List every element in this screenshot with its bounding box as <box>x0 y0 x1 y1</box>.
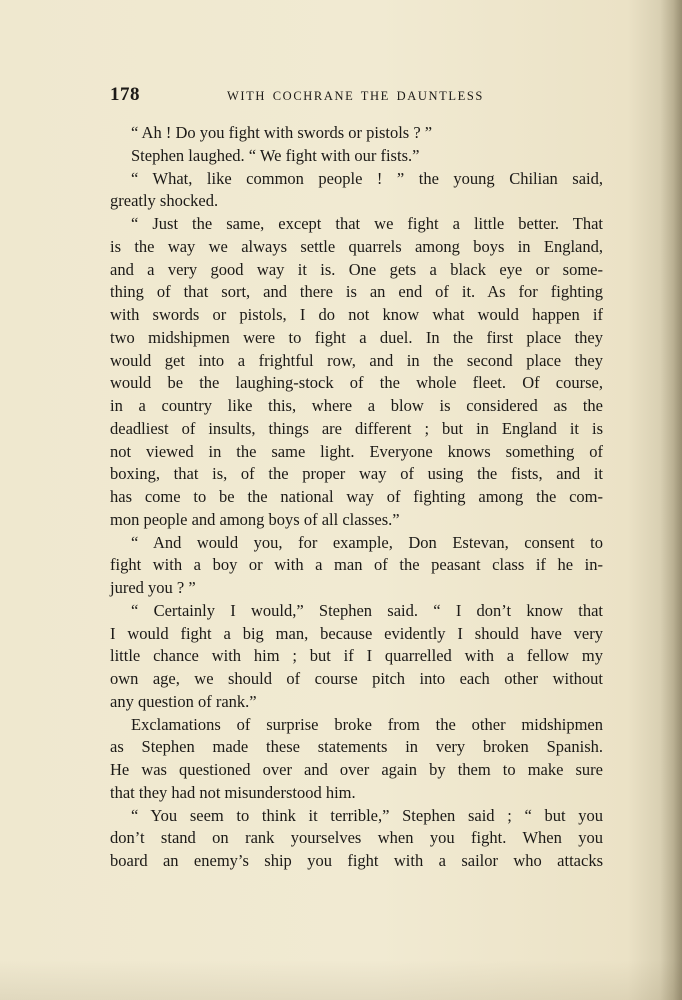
text-line: Exclamations of surprise broke from the other midshipmen <box>131 714 603 734</box>
text-line: own age, we should of course pitch into each other without <box>110 669 603 688</box>
text-line: little chance with him ; but if I quarrelled with a fellow my <box>110 646 603 666</box>
text-line: greatly shocked. <box>110 191 219 211</box>
text-line: would be the laughing-stock of the whole fleet. Of course, <box>110 373 603 393</box>
text-line: is the way we always settle quarrels among boys in England, <box>110 236 603 256</box>
text-line: “ And would you, for example, Don Estevan, consent to <box>131 532 603 552</box>
text-line: with swords or pistols, I do not know what would happen if <box>110 305 603 324</box>
text-line: any question of rank.” <box>110 691 257 711</box>
text-line: jured you ? ” <box>110 578 196 597</box>
text-line: He was questioned over and over again by them to make sure <box>110 760 603 779</box>
text-line: “ Just the same, except that we fight a little better. That <box>131 214 603 233</box>
text-line: board an enemy’s ship you fight with a sailor who attacks <box>110 851 603 870</box>
text-line: as Stephen made these statements in very broken Spanish. <box>110 737 603 757</box>
text-line: fight with a boy or with a man of the peasant class if he in- <box>110 555 603 575</box>
text-line: “ You seem to think it terrible,” Stephen said ; “ but you <box>131 805 603 825</box>
text-line: Stephen laughed. “ We fight with our fists.” <box>131 145 420 165</box>
text-line: two midshipmen were to fight a duel. In the first place they <box>110 327 603 347</box>
text-line: deadliest of insults, things are different ; but in England it is <box>110 418 603 438</box>
text-line: “ What, like common people ! ” the young Chilian said, <box>131 168 603 188</box>
running-title: WITH COCHRANE THE DAUNTLESS <box>227 89 484 103</box>
page-edge-shadow <box>660 0 682 1000</box>
text-line: I would fight a big man, because evidently I should have very <box>110 623 603 643</box>
body-text <box>110 122 603 873</box>
text-line: boxing, that is, of the proper way of using the fists, and it <box>110 464 603 484</box>
text-line: “ Ah ! Do you fight with swords or pistols ? ” <box>131 123 433 142</box>
text-line: mon people and among boys of all classes.” <box>110 509 400 529</box>
text-line: that they had not misunderstood him. <box>110 782 356 802</box>
text-line: not viewed in the same light. Everyone knows something of <box>110 441 603 461</box>
text-line: has come to be the national way of fighting among the com- <box>110 487 603 506</box>
text-line: in a country like this, where a blow is considered as the <box>110 396 603 415</box>
text-line: thing of that sort, and there is an end of it. As for fighting <box>110 282 603 302</box>
text-line: would get into a frightful row, and in the second place they <box>110 350 603 370</box>
page-number: 178 <box>110 84 140 105</box>
text-line: “ Certainly I would,” Stephen said. “ I don’t know that <box>131 600 603 620</box>
text-line: and a very good way it is. One gets a black eye or some- <box>110 259 603 279</box>
page-bottom-shadow <box>0 960 682 1000</box>
text-line: don’t stand on rank yourselves when you fight. When you <box>110 828 603 848</box>
